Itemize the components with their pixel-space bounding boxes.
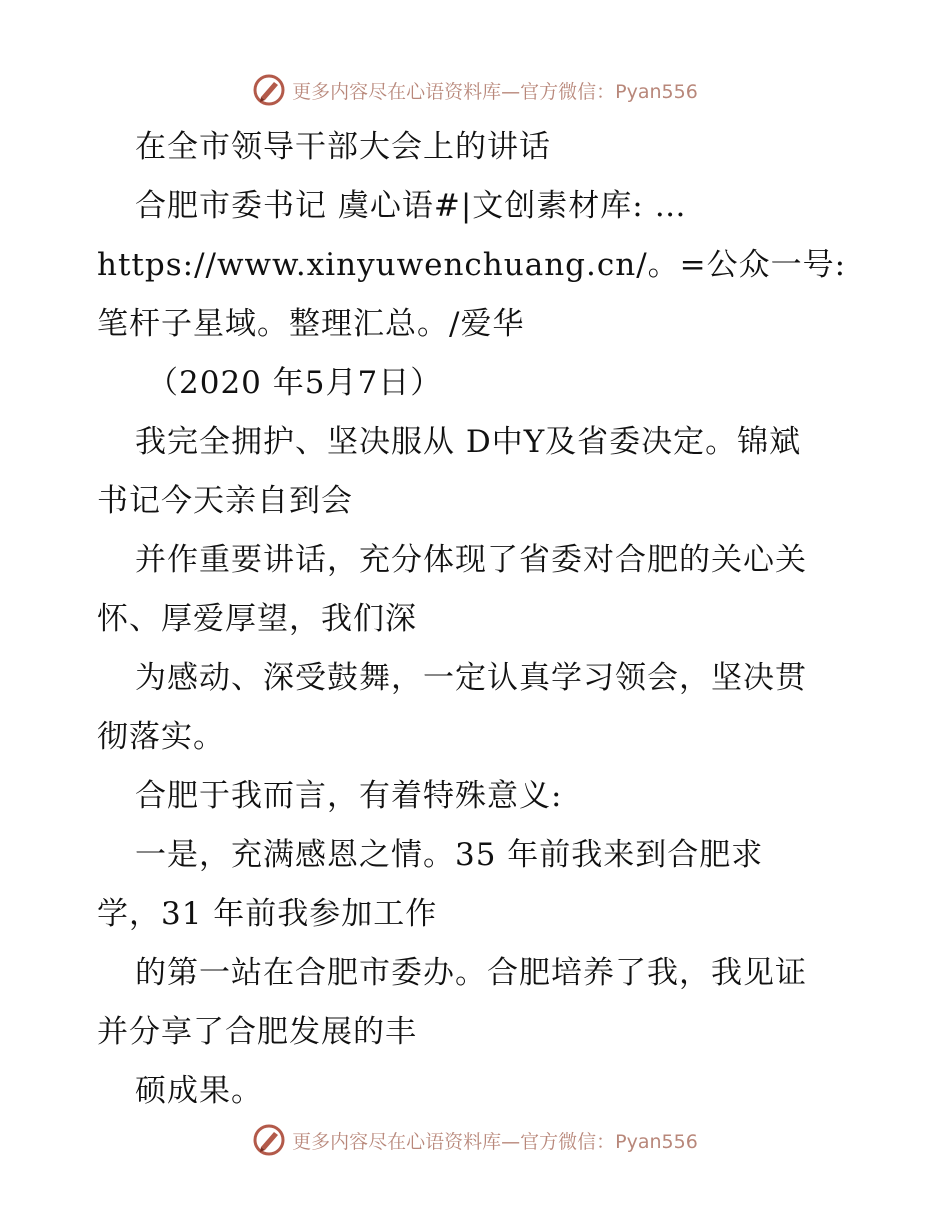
document-body (97, 118, 857, 1121)
header-watermark (0, 70, 950, 110)
paragraph-line: 我完全拥护、坚决服从 D中Y及省委决定。锦斌 (135, 424, 802, 460)
paragraph-line: 合肥于我而言，有着特殊意义: (135, 778, 563, 814)
paragraph-line: 书记今天亲自到会 (97, 483, 353, 519)
watermark-text: 更多内容尽在心语资料库—官方微信：Pyan556 (292, 80, 698, 103)
speaker-line: 合肥市委书记 虞心语#|文创素材库: … (135, 188, 687, 224)
paragraph-line: 一是，充满感恩之情。35 年前我来到合肥求 (135, 837, 764, 873)
paragraph-line: 彻落实。 (97, 719, 225, 755)
paragraph-line: 的第一站在合肥市委办。合肥培养了我，我见证 (135, 955, 807, 991)
watermark-text: 更多内容尽在心语资料库—官方微信：Pyan556 (292, 1130, 698, 1153)
pen-logo-icon (252, 1123, 286, 1157)
speech-date: （2020 年5月7日） (147, 365, 443, 401)
footer-watermark (0, 1120, 950, 1160)
source-line: 笔杆子星域。整理汇总。/爱华 (97, 306, 525, 342)
paragraph-line: 为感动、深受鼓舞，一定认真学习领会，坚决贯 (135, 660, 807, 696)
paragraph-line: 并分享了合肥发展的丰 (97, 1014, 417, 1050)
paragraph-line: 并作重要讲话，充分体现了省委对合肥的关心关 (135, 542, 807, 578)
paragraph-line: 学，31 年前我参加工作 (97, 896, 438, 932)
speech-title: 在全市领导干部大会上的讲话 (135, 129, 551, 165)
url-line: https://www.xinyuwenchuang.cn/。=公众一号: (97, 247, 847, 283)
paragraph-line: 硕成果。 (135, 1073, 263, 1109)
pen-logo-icon (252, 73, 286, 107)
paragraph-line: 怀、厚爱厚望，我们深 (97, 601, 417, 637)
